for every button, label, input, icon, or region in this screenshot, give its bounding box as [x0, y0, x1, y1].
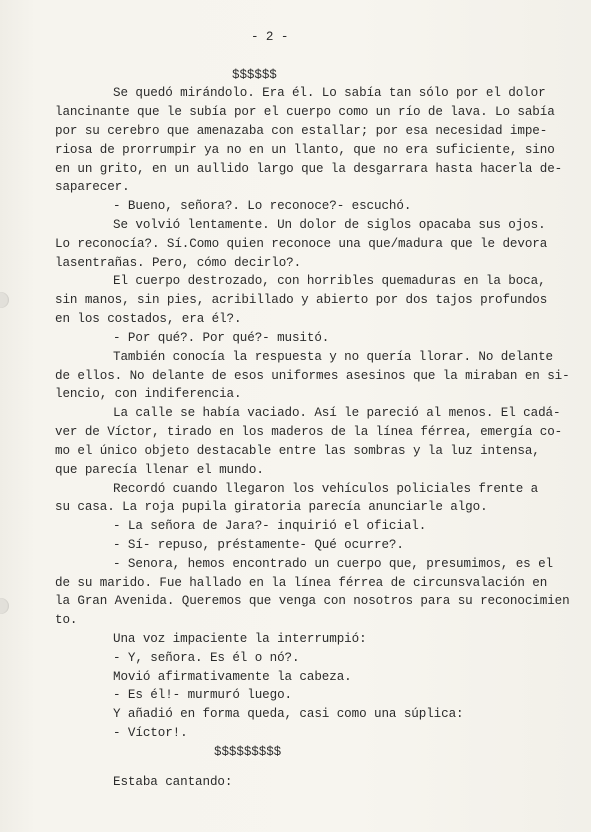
text-line: - Bueno, señora?. Lo reconoce?- escuchó. [113, 199, 412, 213]
text-line: Estaba cantando: [113, 775, 233, 789]
text-line: Recordó cuando llegaron los vehículos policiales frente a [113, 482, 539, 496]
text-line: riosa de prorrumpir ya no en un llanto, que no era suficiente, sino [55, 143, 555, 157]
section-separator: $$$$$$ [232, 68, 277, 82]
text-line: saparecer. [55, 180, 130, 194]
text-line: lancinante que le subía por el cuerpo como un río de lava. Lo sabía [55, 105, 555, 119]
text-line: to. [55, 613, 78, 627]
text-line: mo el único objeto destacable entre las sombras y la luz intensa, [55, 444, 540, 458]
text-line: El cuerpo destrozado, con horribles quemaduras en la boca, [113, 274, 546, 288]
text-line: ver de Víctor, tirado en los maderos de la línea férrea, emergía co- [55, 425, 563, 439]
text-line: de ellos. No delante de esos uniformes asesinos que la miraban en si- [55, 369, 570, 383]
text-line: - Por qué?. Por qué?- musitó. [113, 331, 330, 345]
text-line: Y añadió en forma queda, casi como una súplica: [113, 707, 464, 721]
text-line: - Sí- repuso, préstamente- Qué ocurre?. [113, 538, 404, 552]
page-number: - 2 - [251, 30, 289, 44]
text-line: Se volvió lentamente. Un dolor de siglos opacaba sus ojos. [113, 218, 546, 232]
text-line: - Víctor!. [113, 726, 188, 740]
text-line: en los costados, era él?. [55, 312, 242, 326]
text-line: - Y, señora. Es él o nó?. [113, 651, 300, 665]
text-line: Movió afirmativamente la cabeza. [113, 670, 352, 684]
section-separator: $$$$$$$$$ [214, 745, 282, 759]
text-line: - Es él!- murmuró luego. [113, 688, 292, 702]
text-line: La calle se había vaciado. Así le pareció al menos. El cadá- [113, 406, 561, 420]
text-line: sin manos, sin pies, acribillado y abierto por dos tajos profundos [55, 293, 548, 307]
text-line: la Gran Avenida. Queremos que venga con nosotros para su reconocimien [55, 594, 570, 608]
text-line: que parecía llenar el mundo. [55, 463, 264, 477]
text-line: - La señora de Jara?- inquirió el oficial. [113, 519, 427, 533]
text-line: por su cerebro que amenazaba con estallar; por esa necesidad impe- [55, 124, 548, 138]
text-line: - Senora, hemos encontrado un cuerpo que, presumimos, es el [113, 557, 553, 571]
text-line: lencio, con indiferencia. [55, 387, 242, 401]
text-line: Una voz impaciente la interrumpió: [113, 632, 367, 646]
text-line: También conocía la respuesta y no quería llorar. No delante [113, 350, 553, 364]
punch-hole-mark [0, 292, 9, 308]
text-line: lasentrañas. Pero, cómo decirlo?. [55, 256, 302, 270]
text-line: en un grito, en un aullido largo que la desgarrara hasta hacerla de- [55, 162, 563, 176]
text-line: Lo reconocía?. Sí.Como quien reconoce una que/madura que le devora [55, 237, 548, 251]
punch-hole-mark [0, 598, 9, 614]
text-line: su casa. La roja pupila giratoria parecía anunciarle algo. [55, 500, 488, 514]
text-line: de su marido. Fue hallado en la línea férrea de circunsvalación en [55, 576, 548, 590]
text-line: Se quedó mirándolo. Era él. Lo sabía tan sólo por el dolor [113, 86, 546, 100]
